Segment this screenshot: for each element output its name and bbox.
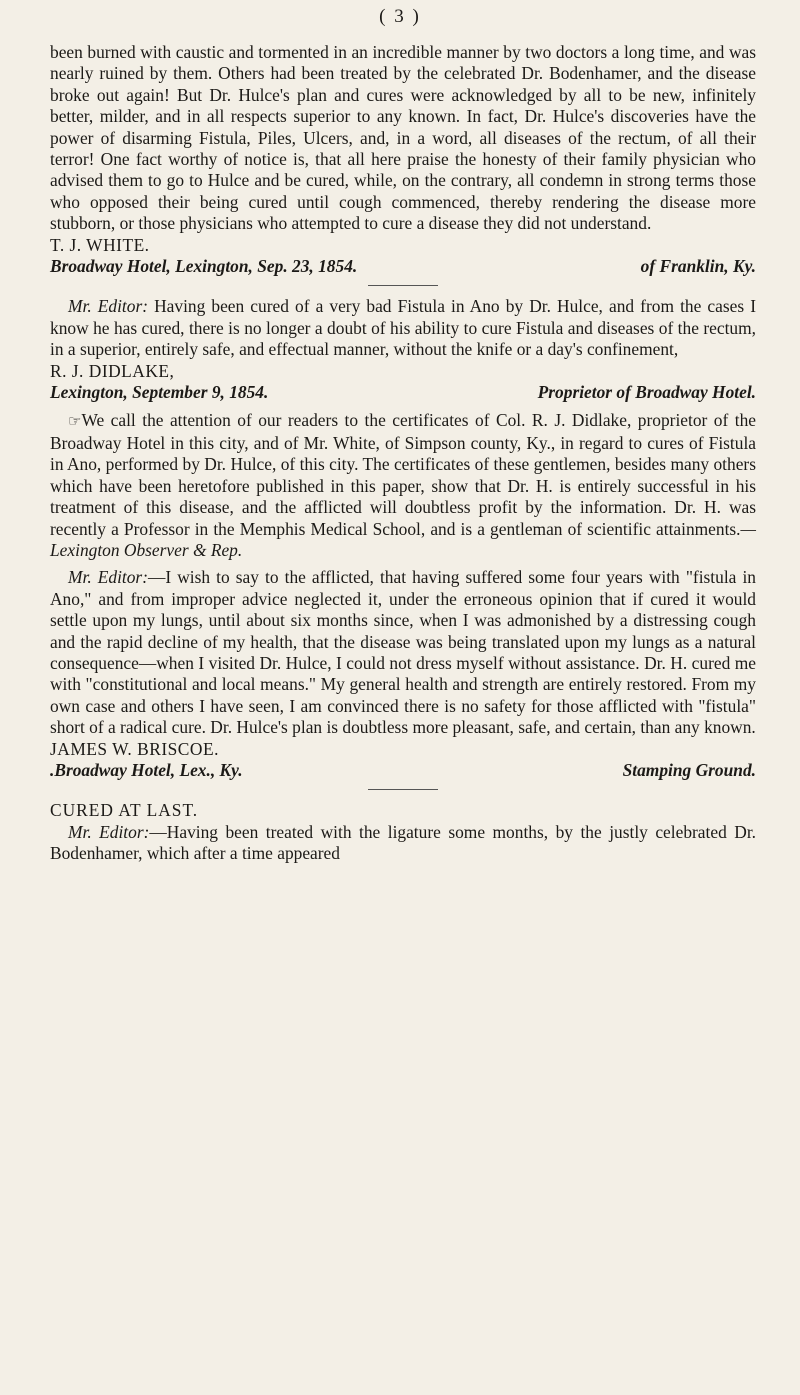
briscoe-signature-line	[50, 760, 756, 781]
white-letter-body: been burned with caustic and tormented in an incredible manner by two doctors a long time, and was nearly ruined by them. Others had been treated by the celebrated Dr. Bodenhamer, and the disease broke out again! But Dr. Hulce's plan and cures were acknowledged by all to be new, infinitely better, milder, and in all respects superior to any known. In fact, Dr. Hulce's discoveries have the power of disarming Fistula, Piles, Ulcers, and, in a word, all diseases of the rectum, of all their terror! One fact worthy of notice is, that all here praise the honesty of their family physician who advised them to go to Hulce and be cured, while, on the contrary, all condemn in strong terms those who opposed their being cured until cough commenced, thereby rendering the disease more stubborn, or those physicians who attempted to cure a disease they did not understand.	[50, 42, 756, 234]
section-divider-2	[368, 789, 438, 790]
page-number: ( 3 )	[379, 6, 421, 27]
editorial-source: —Lexington Observer & Rep.	[50, 518, 756, 560]
cured-letter-body: —Having been treated with the ligature some months, by the justly celebrated Dr. Bodenhamer, which after a time appeared	[50, 821, 756, 864]
white-residence: of Franklin, Ky.	[640, 256, 756, 277]
didlake-letter-body: Having been cured of a very bad Fistula in Ano by Dr. Hulce, and from the cases I know he has cured, there is no longer a doubt of his ability to cure Fistula and diseases of the rectum, in a superior, entirely safe, and effectual manner, without the knife or a day's confinement,	[50, 296, 756, 360]
briscoe-letter	[50, 567, 756, 738]
briscoe-signature: JAMES W. BRISCOE.	[50, 738, 219, 759]
cured-salutation: Mr. Editor:	[68, 821, 150, 842]
didlake-letter	[50, 296, 756, 360]
didlake-letter-place: Lexington, September 9, 1854.	[50, 382, 269, 403]
briscoe-letter-body: —I wish to say to the afflicted, that having suffered some four years with "fistula in Ano," and from improper advice neglected it, under the erroneous opinion that if cured it would settle upon my lungs, until about six months since, when I was admonished by a distressing cough and the rapid decline of my health, that the disease was being translated upon my lungs as a natural consequence—when I visited Dr. Hulce, I could not dress myself without assistance. Dr. H. cured me with "constitutional and local means." My general health and strength are entirely restored. From my own case and others I have seen, I am convinced there is no safety for those afflicted with "fistula" short of a radical cure. Dr. Hulce's plan is doubtless more pleasant, safe, and certain, than any known.	[50, 567, 756, 738]
editorial-body: We call the attention of our readers to the certificates of Col. R. J. Didlake, proprietor of the Broadway Hotel in this city, and of Mr. White, of Simpson county, Ky., in regard to cures of Fistula in Ano, performed by Dr. Hulce, of this city. The certificates of these gentlemen, besides many others which have been heretofore published in this paper, show that Dr. H. is entirely successful in his treatment of this disease, and the afflicted will doubtless profit by the information. Dr. H. was recently a Professor in the Memphis Medical School, and is a gentleman of scientific attainments.	[50, 409, 756, 539]
white-signature: T. J. WHITE.	[50, 234, 150, 255]
cured-letter	[50, 822, 756, 865]
briscoe-letter-place: .Broadway Hotel, Lex., Ky.	[50, 760, 243, 780]
section-divider	[368, 285, 438, 286]
white-letter-place: Broadway Hotel, Lexington, Sep. 23, 1854.	[50, 256, 358, 277]
didlake-salutation: Mr. Editor:	[68, 296, 148, 317]
briscoe-residence: Stamping Ground.	[622, 760, 756, 780]
briscoe-salutation: Mr. Editor:	[68, 567, 148, 588]
editorial-note	[50, 410, 756, 562]
didlake-signature-line	[50, 382, 756, 403]
page-text	[50, 42, 756, 865]
pointing-hand-icon: ☞	[68, 413, 82, 430]
cured-heading: CURED AT LAST.	[50, 800, 199, 821]
didlake-signature: R. J. DIDLAKE,	[50, 360, 175, 381]
didlake-title: Proprietor of Broadway Hotel.	[537, 382, 756, 403]
white-signature-line	[50, 256, 756, 277]
